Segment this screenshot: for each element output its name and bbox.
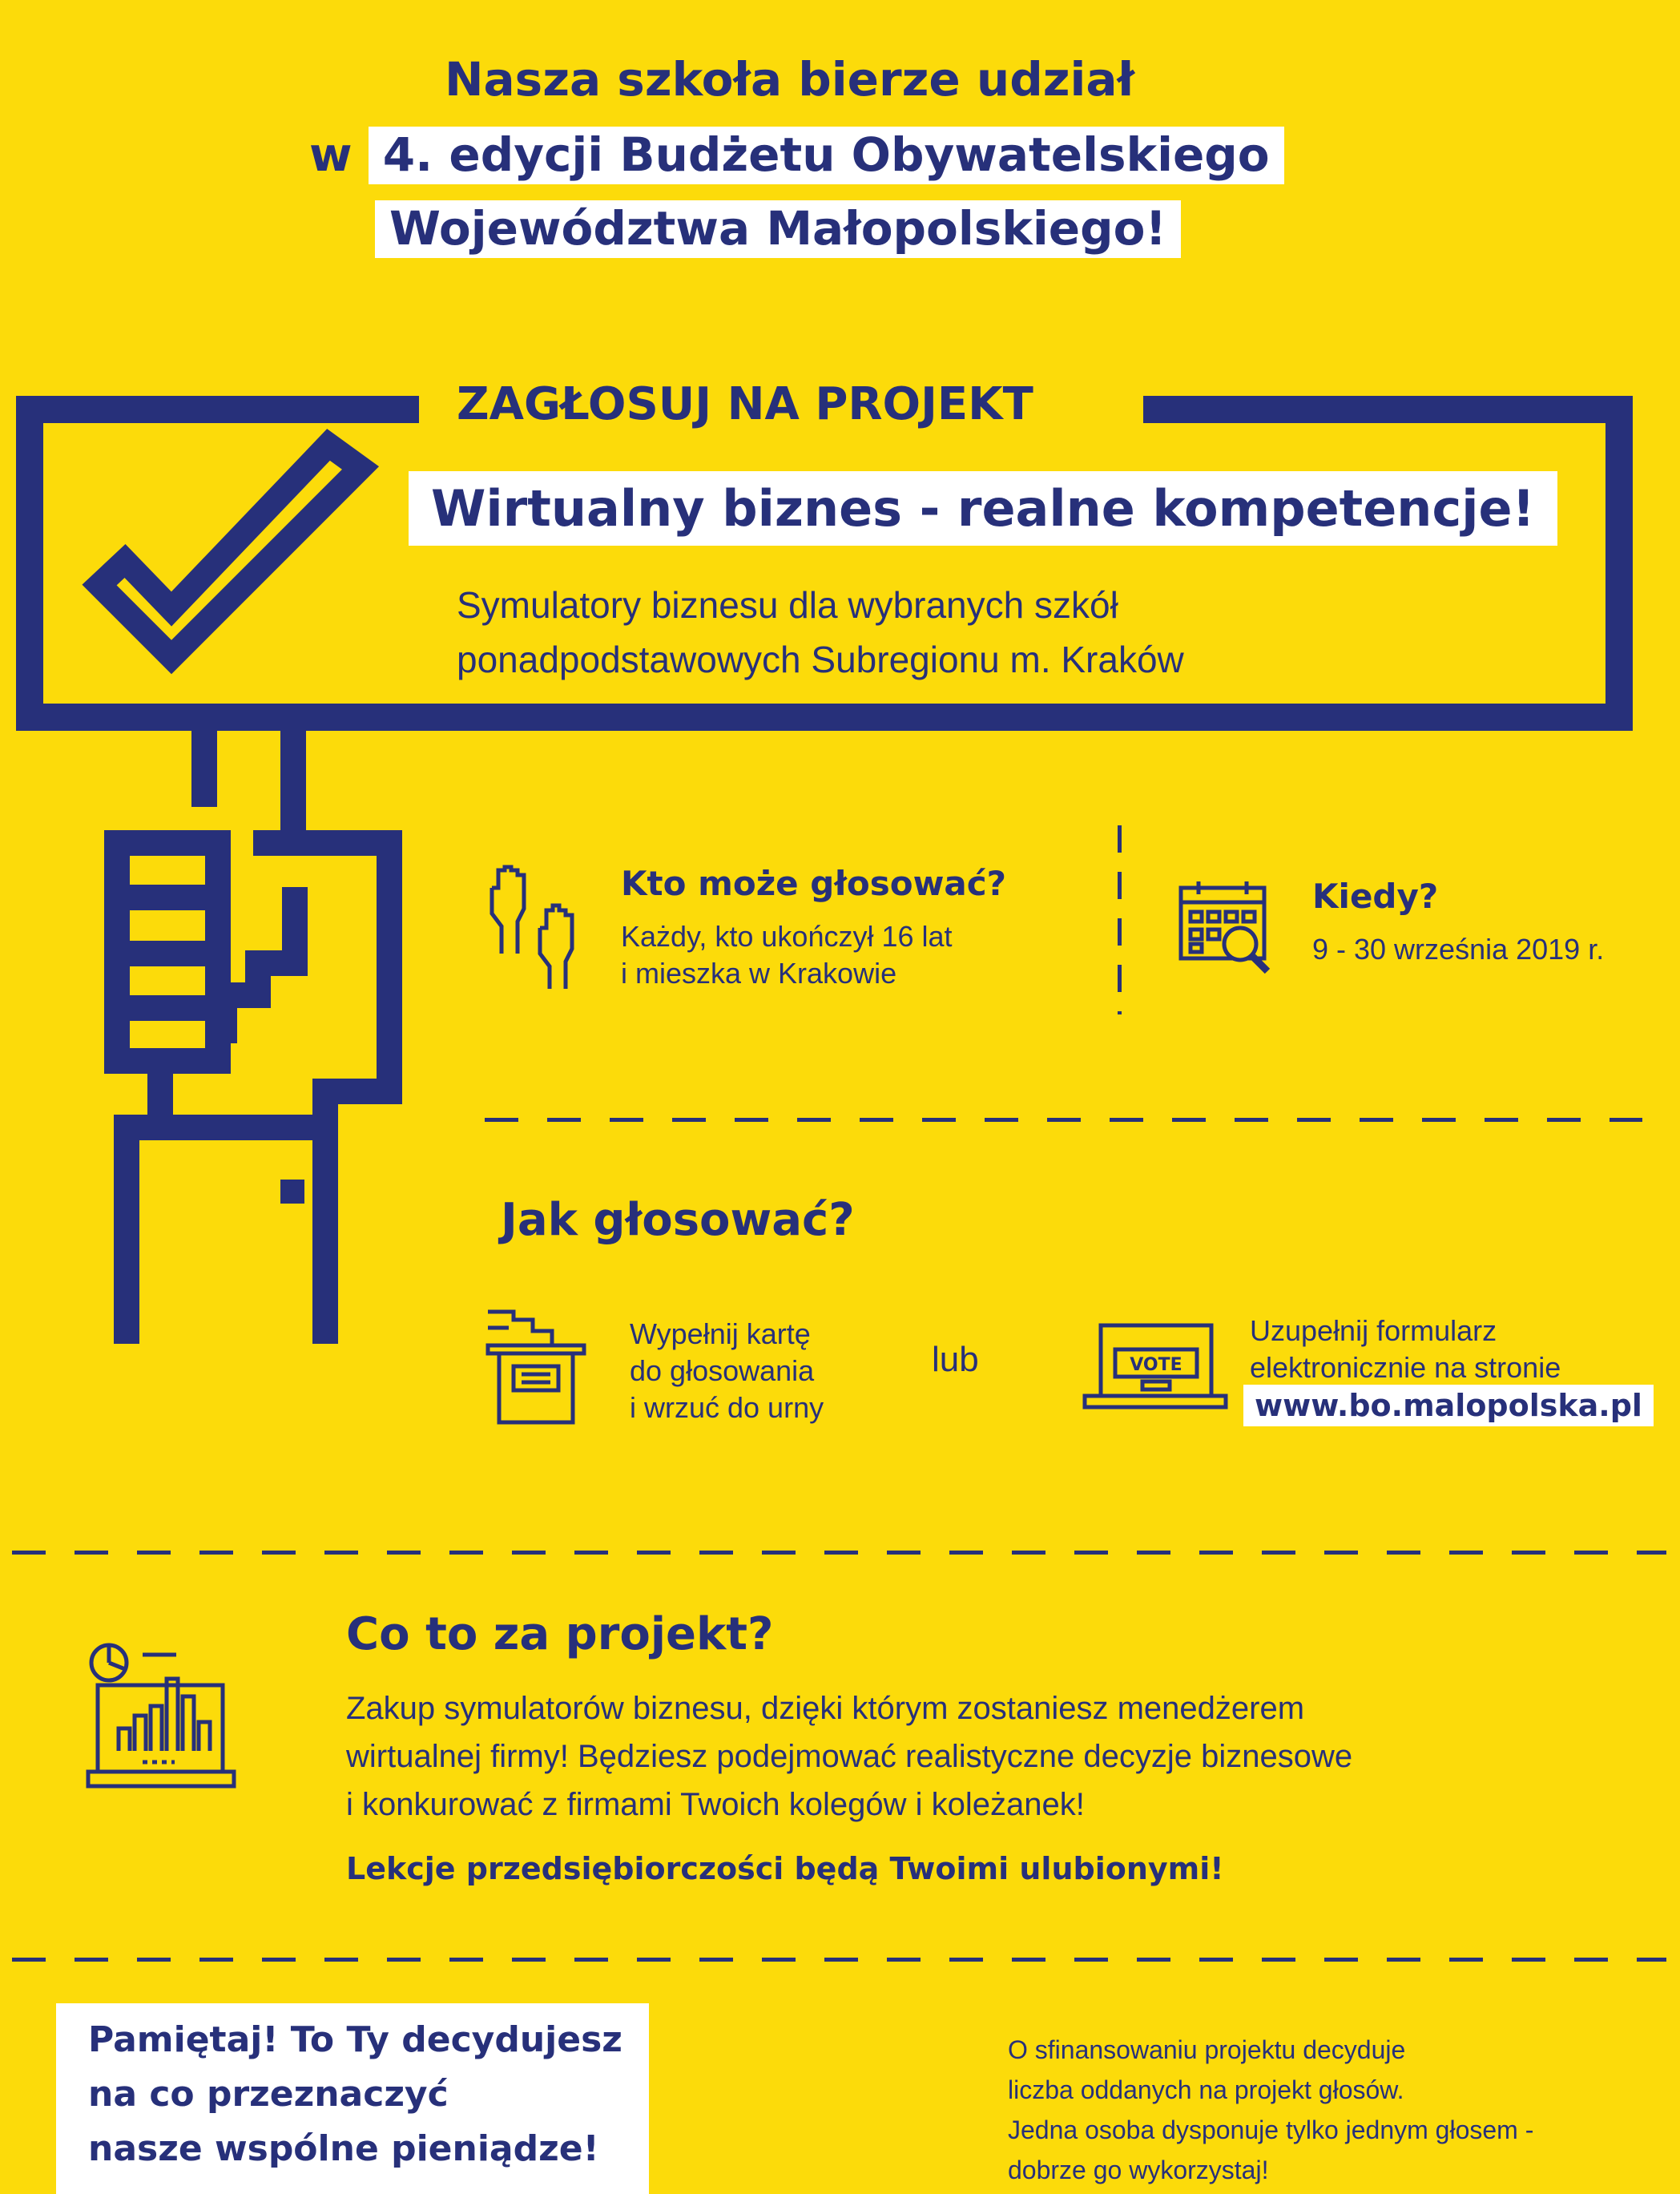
divider-1 — [485, 1118, 1642, 1122]
who-heading: Kto może głosować? — [621, 864, 1007, 903]
how-online-1: Uzupełnij formularz — [1250, 1314, 1497, 1347]
note-line-3: Jedna osoba dysponuje tylko jednym głosem - — [1008, 2115, 1534, 2144]
header-line-2-prefix: w — [309, 127, 369, 182]
who-line-1: Każdy, kto ukończył 16 lat — [621, 920, 953, 953]
how-online-2: elektronicznie na stronie — [1250, 1351, 1561, 1384]
note-line-1: O sfinansowaniu projektu decyduje — [1008, 2035, 1406, 2064]
vote-label: ZAGŁOSUJ NA PROJEKT — [457, 378, 1033, 430]
how-paper-1: Wypełnij kartę — [630, 1317, 811, 1350]
ballot-box-icon — [485, 1309, 589, 1425]
note-line-4: dobrze go wykorzystaj! — [1008, 2156, 1269, 2184]
header-line-3-highlight: Województwa Małopolskiego! — [375, 200, 1181, 258]
remember-line-3: nasze wspólne pieniądze! — [88, 2128, 599, 2169]
who-when-divider — [1118, 825, 1122, 1014]
about-heading: Co to za projekt? — [346, 1608, 774, 1660]
sign-frame-left — [16, 396, 43, 731]
raised-hands-icon — [487, 864, 583, 992]
about-bold-line: Lekcje przedsiębiorczości będą Twoimi ulubionymi! — [346, 1851, 1224, 1886]
who-line-2: i mieszka w Krakowie — [621, 957, 897, 990]
header-line-2 — [309, 127, 1284, 184]
how-heading: Jak głosować? — [501, 1194, 855, 1246]
header-line-1: Nasza szkoła bierze udział — [445, 52, 1135, 107]
how-paper-2: do głosowania — [630, 1354, 815, 1387]
header-line-2-highlight: 4. edycji Budżetu Obywatelskiego — [369, 127, 1284, 184]
how-or: lub — [932, 1340, 979, 1379]
sign-frame-top-left — [16, 396, 419, 423]
sign-frame-right — [1605, 396, 1633, 731]
laptop-vote-icon — [1083, 1322, 1227, 1410]
project-desc-2: ponadpodstawowych Subregionu m. Kraków — [457, 639, 1184, 680]
project-desc-1: Symulatory biznesu dla wybranych szkół — [457, 584, 1118, 626]
website-link[interactable]: www.bo.malopolska.pl — [1243, 1385, 1654, 1426]
note-line-2: liczba oddanych na projekt głosów. — [1008, 2075, 1404, 2104]
when-heading: Kiedy? — [1312, 877, 1439, 916]
how-paper-3: i wrzuć do urny — [630, 1391, 824, 1424]
divider-3 — [12, 1958, 1666, 1962]
remember-line-1: Pamiętaj! To Ty decydujesz — [88, 2019, 622, 2060]
header-line-3 — [375, 200, 1181, 258]
about-line-3: i konkurować z firmami Twoich kolegów i koleżanek! — [346, 1787, 1085, 1822]
calendar-search-icon — [1178, 880, 1274, 976]
sign-frame-top-right — [1143, 396, 1633, 423]
sign-frame-bottom — [16, 704, 1633, 731]
checkmark-icon — [88, 453, 377, 693]
vote-word: VOTE — [1130, 1355, 1182, 1375]
about-line-2: wirtualnej firmy! Będziesz podejmować realistyczne decyzje biznesowe — [346, 1739, 1353, 1774]
when-dates: 9 - 30 września 2019 r. — [1312, 933, 1605, 966]
divider-2 — [12, 1551, 1666, 1555]
project-title: Wirtualny biznes - realne kompetencje! — [409, 471, 1557, 546]
hand-holding-sign-icon — [88, 731, 425, 1356]
laptop-analytics-icon — [87, 1639, 239, 1791]
about-line-1: Zakup symulatorów biznesu, dzięki którym zostaniesz menedżerem — [346, 1691, 1305, 1726]
remember-line-2: na co przeznaczyć — [88, 2074, 449, 2115]
